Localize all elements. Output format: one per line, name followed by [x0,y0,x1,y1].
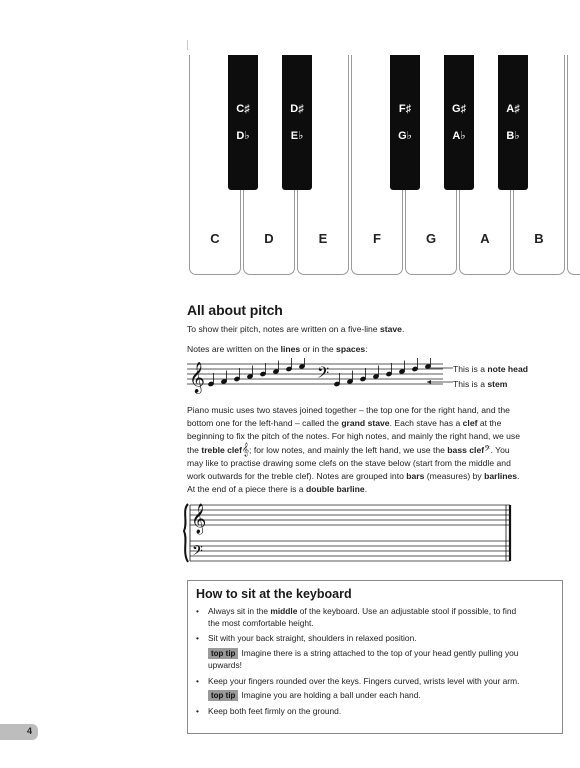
bullet-icon: • [196,706,199,716]
text: This is a [453,364,488,374]
text-line: may like to practise drawing some clefs on the stave below (start from the middle and [187,458,511,468]
section-title-pitch: All about pitch [187,302,283,318]
key-label: E♭ [290,130,304,142]
text-line: beginning to fix the pitch of the notes. For high notes, and mainly the right hand, we use [187,431,520,441]
key-label: A♭ [452,130,466,142]
text: or in the [300,344,337,354]
grand-stave [180,500,515,566]
bass-clef-icon: 𝄢 [317,364,330,386]
text: of the keyboard. Use an adjustable stool if possible, to find [297,606,517,616]
section-title-sitting: How to sit at the keyboard [196,587,352,601]
piano-keyboard [0,0,580,285]
text-bold: grand stave [341,418,390,428]
key-label: G♭ [398,130,412,142]
text: (measures) by [424,471,485,481]
text-line [187,470,547,483]
list-item-text [208,605,551,629]
tip-text [208,647,551,671]
list-item-text: Keep your fingers rounded over the keys. Fingers curved, wrists level with your arm. [208,676,520,686]
text-bold: stem [487,379,508,389]
brace-icon [184,504,188,562]
label-stem [453,379,507,389]
black-key-g-sharp [444,55,474,190]
text: At the end of a piece there is a [187,484,306,494]
key-label: E [318,231,328,246]
top-tip-badge: top tip [208,648,238,659]
black-key-a-sharp [498,55,528,190]
bullet-icon: • [196,606,199,616]
key-label: A [480,231,490,246]
text-line: Piano music uses two staves joined together – the top one for the right hand, and the [187,405,510,415]
text-bold: spaces [336,344,366,354]
text: the most comfortable height. [208,618,314,628]
paragraph-lines-spaces [187,343,368,356]
text-line [187,443,547,457]
text-line [187,483,547,496]
treble-clef-icon: 𝄞 [241,442,250,456]
text: ; for low notes, and mainly the left hand, we use the [249,445,448,455]
text-bold: treble clef [201,445,242,455]
list-item [196,605,551,629]
key-label: A♯ [506,103,520,115]
list-item-text: Keep both feet firmly on the ground. [208,706,342,716]
text: Imagine there is a string attached to the top of your head gently pulling you [241,648,519,658]
text-line [187,417,547,430]
key-label: C [210,231,220,246]
text-bold: note head [487,364,528,374]
text: at the [477,418,502,428]
black-key-c-sharp [228,55,258,190]
text-bold: bars [406,471,425,481]
tip-text [208,689,551,701]
label-arrows [425,362,455,388]
text: To show their pitch, notes are written on a five-line [187,324,380,334]
white-key-partial [567,55,580,275]
key-label: F [373,231,381,246]
text: the [187,445,202,455]
text: . [517,471,520,481]
key-label: D [264,231,274,246]
bullet-icon: • [196,633,199,643]
text: . You [490,445,510,455]
key-label: D♯ [290,103,304,115]
text: Always sit in the [208,606,271,616]
paragraph-stave [187,323,404,336]
key-label: G [425,231,437,246]
key-label: F♯ [398,103,412,115]
text-bold: bass clef [447,445,485,455]
text: Notes are written on the [187,344,281,354]
bullet-icon: • [196,676,199,686]
text: . [364,484,368,494]
text: This is a [453,379,488,389]
text: bottom one for the left-hand – called the [187,418,342,428]
black-key-d-sharp [282,55,312,190]
text: Imagine you are holding a ball under each hand. [241,690,421,700]
sitting-tips-box [187,580,563,734]
bass-clef-icon: 𝄢 [192,543,203,563]
paragraph-grand-stave [187,404,547,496]
text: upwards! [208,660,242,670]
top-tip-badge: top tip [208,690,238,701]
black-key-f-sharp [390,55,420,190]
bass-clef-icon: 𝄢 [484,445,491,456]
text-bold: double barline [305,484,365,494]
notes-stave-illustration [185,358,447,394]
key-label: C♯ [236,103,250,115]
text-bold: lines [280,344,301,354]
treble-clef-icon: 𝄞 [191,504,207,534]
text-bold: barlines [484,471,518,481]
key-label: D♭ [236,130,250,142]
key-label: B [534,231,544,246]
page-number: 4 [26,726,32,736]
text: . Each stave has a [389,418,463,428]
text: : [365,344,368,354]
label-note-head [453,364,528,374]
key-label: B♭ [506,130,520,142]
key-label: G♯ [451,103,467,115]
text-bold: clef [462,418,478,428]
text-bold: stave [379,324,402,334]
page-number-tab [0,724,38,740]
treble-clef-icon: 𝄞 [189,362,205,393]
text: . [401,324,405,334]
list-item-text: Sit with your back straight, shoulders in relaxed position. [208,633,417,643]
text: work outwards for the treble clef). Notes are grouped into [187,471,407,481]
text-bold: middle [270,606,298,616]
